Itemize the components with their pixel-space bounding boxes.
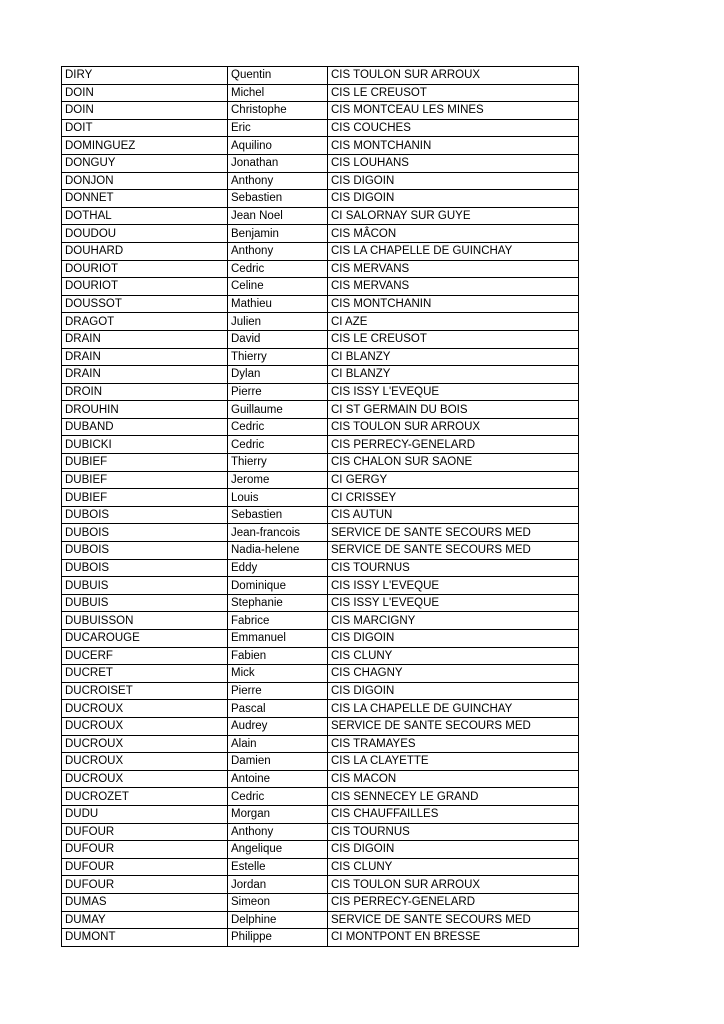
station-cell: CIS TOULON SUR ARROUX <box>328 418 579 436</box>
table-row <box>62 788 579 806</box>
first-name-cell: Delphine <box>228 911 328 929</box>
station-cell: SERVICE DE SANTE SECOURS MED <box>328 911 579 929</box>
first-name-cell: Anthony <box>228 172 328 190</box>
last-name-cell: DUCROUX <box>62 735 228 753</box>
table-row <box>62 559 579 577</box>
first-name-cell: Nadia-helene <box>228 542 328 560</box>
first-name-cell: Stephanie <box>228 594 328 612</box>
table-row <box>62 67 579 85</box>
first-name-cell: Morgan <box>228 805 328 823</box>
station-cell: CI CRISSEY <box>328 489 579 507</box>
first-name-cell: Fabrice <box>228 612 328 630</box>
station-cell: CIS LA CHAPELLE DE GUINCHAY <box>328 700 579 718</box>
first-name-cell: Thierry <box>228 348 328 366</box>
first-name-cell: Angelique <box>228 841 328 859</box>
station-cell: CIS MONTCHANIN <box>328 295 579 313</box>
station-cell: CIS AUTUN <box>328 506 579 524</box>
table-row <box>62 594 579 612</box>
last-name-cell: DUFOUR <box>62 876 228 894</box>
last-name-cell: DUFOUR <box>62 858 228 876</box>
table-row <box>62 893 579 911</box>
first-name-cell: Jean-francois <box>228 524 328 542</box>
first-name-cell: Pascal <box>228 700 328 718</box>
station-cell: CI BLANZY <box>328 348 579 366</box>
table-row <box>62 823 579 841</box>
station-cell: CIS CHALON SUR SAONE <box>328 454 579 472</box>
first-name-cell: Quentin <box>228 67 328 85</box>
first-name-cell: Eric <box>228 119 328 137</box>
table-row <box>62 489 579 507</box>
last-name-cell: DOUDOU <box>62 225 228 243</box>
last-name-cell: DUCROUX <box>62 700 228 718</box>
first-name-cell: Dylan <box>228 366 328 384</box>
first-name-cell: Anthony <box>228 242 328 260</box>
last-name-cell: DOTHAL <box>62 207 228 225</box>
roster-table <box>61 66 579 947</box>
last-name-cell: DRAIN <box>62 330 228 348</box>
table-row <box>62 190 579 208</box>
last-name-cell: DOURIOT <box>62 278 228 296</box>
first-name-cell: Celine <box>228 278 328 296</box>
station-cell: CIS DIGOIN <box>328 190 579 208</box>
table-row <box>62 770 579 788</box>
table-row <box>62 295 579 313</box>
last-name-cell: DOURIOT <box>62 260 228 278</box>
last-name-cell: DONJON <box>62 172 228 190</box>
station-cell: CIS LE CREUSOT <box>328 330 579 348</box>
first-name-cell: Aquilino <box>228 137 328 155</box>
first-name-cell: Mick <box>228 665 328 683</box>
last-name-cell: DOIN <box>62 84 228 102</box>
station-cell: CIS CHAGNY <box>328 665 579 683</box>
first-name-cell: Christophe <box>228 102 328 120</box>
last-name-cell: DIRY <box>62 67 228 85</box>
first-name-cell: Dominique <box>228 577 328 595</box>
first-name-cell: Sebastien <box>228 190 328 208</box>
table-row <box>62 911 579 929</box>
table-row <box>62 330 579 348</box>
table-row <box>62 242 579 260</box>
table-row <box>62 471 579 489</box>
last-name-cell: DUDU <box>62 805 228 823</box>
first-name-cell: Damien <box>228 753 328 771</box>
table-row <box>62 366 579 384</box>
station-cell: SERVICE DE SANTE SECOURS MED <box>328 524 579 542</box>
first-name-cell: Cedric <box>228 788 328 806</box>
first-name-cell: Emmanuel <box>228 630 328 648</box>
table-row <box>62 841 579 859</box>
station-cell: CIS MONTCEAU LES MINES <box>328 102 579 120</box>
station-cell: CIS DIGOIN <box>328 682 579 700</box>
table-row <box>62 102 579 120</box>
table-row <box>62 612 579 630</box>
first-name-cell: Alain <box>228 735 328 753</box>
last-name-cell: DOIN <box>62 102 228 120</box>
table-row <box>62 172 579 190</box>
last-name-cell: DUBOIS <box>62 559 228 577</box>
first-name-cell: Thierry <box>228 454 328 472</box>
station-cell: CIS LA CHAPELLE DE GUINCHAY <box>328 242 579 260</box>
last-name-cell: DUBUISSON <box>62 612 228 630</box>
last-name-cell: DUBIEF <box>62 454 228 472</box>
table-row <box>62 577 579 595</box>
station-cell: CI GERGY <box>328 471 579 489</box>
station-cell: CIS MARCIGNY <box>328 612 579 630</box>
table-row <box>62 506 579 524</box>
table-row <box>62 630 579 648</box>
station-cell: CIS COUCHES <box>328 119 579 137</box>
roster-table-body <box>62 67 579 947</box>
table-row <box>62 137 579 155</box>
first-name-cell: David <box>228 330 328 348</box>
last-name-cell: DUBUIS <box>62 594 228 612</box>
station-cell: CIS LE CREUSOT <box>328 84 579 102</box>
station-cell: CIS TOURNUS <box>328 823 579 841</box>
station-cell: CIS CLUNY <box>328 858 579 876</box>
station-cell: CIS MÂCON <box>328 225 579 243</box>
station-cell: SERVICE DE SANTE SECOURS MED <box>328 717 579 735</box>
station-cell: CIS MONTCHANIN <box>328 137 579 155</box>
first-name-cell: Louis <box>228 489 328 507</box>
last-name-cell: DRAIN <box>62 366 228 384</box>
first-name-cell: Mathieu <box>228 295 328 313</box>
first-name-cell: Jonathan <box>228 154 328 172</box>
table-row <box>62 418 579 436</box>
first-name-cell: Jean Noel <box>228 207 328 225</box>
first-name-cell: Jordan <box>228 876 328 894</box>
station-cell: CI BLANZY <box>328 366 579 384</box>
first-name-cell: Antoine <box>228 770 328 788</box>
table-row <box>62 700 579 718</box>
station-cell: CIS ISSY L'EVEQUE <box>328 577 579 595</box>
last-name-cell: DROUHIN <box>62 401 228 419</box>
table-row <box>62 858 579 876</box>
station-cell: CIS DIGOIN <box>328 630 579 648</box>
station-cell: CI SALORNAY SUR GUYE <box>328 207 579 225</box>
table-row <box>62 717 579 735</box>
station-cell: CIS DIGOIN <box>328 841 579 859</box>
table-row <box>62 348 579 366</box>
station-cell: CIS LA CLAYETTE <box>328 753 579 771</box>
station-cell: CIS ISSY L'EVEQUE <box>328 594 579 612</box>
last-name-cell: DUCROISET <box>62 682 228 700</box>
first-name-cell: Benjamin <box>228 225 328 243</box>
last-name-cell: DUCROUX <box>62 753 228 771</box>
station-cell: CIS MERVANS <box>328 278 579 296</box>
station-cell: CI AZE <box>328 313 579 331</box>
table-row <box>62 524 579 542</box>
station-cell: CIS LOUHANS <box>328 154 579 172</box>
station-cell: SERVICE DE SANTE SECOURS MED <box>328 542 579 560</box>
table-row <box>62 119 579 137</box>
first-name-cell: Cedric <box>228 260 328 278</box>
last-name-cell: DOUHARD <box>62 242 228 260</box>
table-row <box>62 735 579 753</box>
table-row <box>62 682 579 700</box>
first-name-cell: Audrey <box>228 717 328 735</box>
station-cell: CIS PERRECY-GENELARD <box>328 436 579 454</box>
station-cell: CIS CLUNY <box>328 647 579 665</box>
last-name-cell: DUCAROUGE <box>62 630 228 648</box>
station-cell: CIS PERRECY-GENELARD <box>328 893 579 911</box>
last-name-cell: DUBAND <box>62 418 228 436</box>
last-name-cell: DUMAS <box>62 893 228 911</box>
table-row <box>62 753 579 771</box>
first-name-cell: Anthony <box>228 823 328 841</box>
table-row <box>62 260 579 278</box>
station-cell: CIS SENNECEY LE GRAND <box>328 788 579 806</box>
first-name-cell: Michel <box>228 84 328 102</box>
station-cell: CIS ISSY L'EVEQUE <box>328 383 579 401</box>
last-name-cell: DROIN <box>62 383 228 401</box>
table-row <box>62 542 579 560</box>
last-name-cell: DUMAY <box>62 911 228 929</box>
last-name-cell: DUFOUR <box>62 841 228 859</box>
last-name-cell: DONGUY <box>62 154 228 172</box>
last-name-cell: DRAGOT <box>62 313 228 331</box>
station-cell: CI ST GERMAIN DU BOIS <box>328 401 579 419</box>
last-name-cell: DUCERF <box>62 647 228 665</box>
table-row <box>62 313 579 331</box>
station-cell: CIS TOULON SUR ARROUX <box>328 67 579 85</box>
first-name-cell: Philippe <box>228 929 328 947</box>
table-row <box>62 278 579 296</box>
first-name-cell: Fabien <box>228 647 328 665</box>
last-name-cell: DUMONT <box>62 929 228 947</box>
last-name-cell: DOUSSOT <box>62 295 228 313</box>
first-name-cell: Sebastien <box>228 506 328 524</box>
table-row <box>62 647 579 665</box>
table-row <box>62 383 579 401</box>
last-name-cell: DUCROUX <box>62 717 228 735</box>
first-name-cell: Jerome <box>228 471 328 489</box>
table-row <box>62 929 579 947</box>
first-name-cell: Julien <box>228 313 328 331</box>
table-row <box>62 84 579 102</box>
table-row <box>62 454 579 472</box>
station-cell: CI MONTPONT EN BRESSE <box>328 929 579 947</box>
first-name-cell: Simeon <box>228 893 328 911</box>
first-name-cell: Pierre <box>228 682 328 700</box>
first-name-cell: Estelle <box>228 858 328 876</box>
table-row <box>62 225 579 243</box>
last-name-cell: DUBIEF <box>62 471 228 489</box>
station-cell: CIS CHAUFFAILLES <box>328 805 579 823</box>
table-row <box>62 401 579 419</box>
first-name-cell: Cedric <box>228 418 328 436</box>
last-name-cell: DUCROZET <box>62 788 228 806</box>
last-name-cell: DRAIN <box>62 348 228 366</box>
table-row <box>62 436 579 454</box>
last-name-cell: DUCRET <box>62 665 228 683</box>
table-row <box>62 805 579 823</box>
first-name-cell: Guillaume <box>228 401 328 419</box>
first-name-cell: Cedric <box>228 436 328 454</box>
last-name-cell: DUBOIS <box>62 524 228 542</box>
last-name-cell: DOMINGUEZ <box>62 137 228 155</box>
last-name-cell: DONNET <box>62 190 228 208</box>
station-cell: CIS TOULON SUR ARROUX <box>328 876 579 894</box>
last-name-cell: DUBOIS <box>62 542 228 560</box>
station-cell: CIS MACON <box>328 770 579 788</box>
last-name-cell: DUFOUR <box>62 823 228 841</box>
table-row <box>62 876 579 894</box>
last-name-cell: DOIT <box>62 119 228 137</box>
table-row <box>62 665 579 683</box>
last-name-cell: DUBIEF <box>62 489 228 507</box>
last-name-cell: DUBOIS <box>62 506 228 524</box>
last-name-cell: DUBUIS <box>62 577 228 595</box>
station-cell: CIS TRAMAYES <box>328 735 579 753</box>
table-row <box>62 207 579 225</box>
station-cell: CIS DIGOIN <box>328 172 579 190</box>
table-row <box>62 154 579 172</box>
last-name-cell: DUBICKI <box>62 436 228 454</box>
station-cell: CIS TOURNUS <box>328 559 579 577</box>
station-cell: CIS MERVANS <box>328 260 579 278</box>
first-name-cell: Eddy <box>228 559 328 577</box>
first-name-cell: Pierre <box>228 383 328 401</box>
last-name-cell: DUCROUX <box>62 770 228 788</box>
